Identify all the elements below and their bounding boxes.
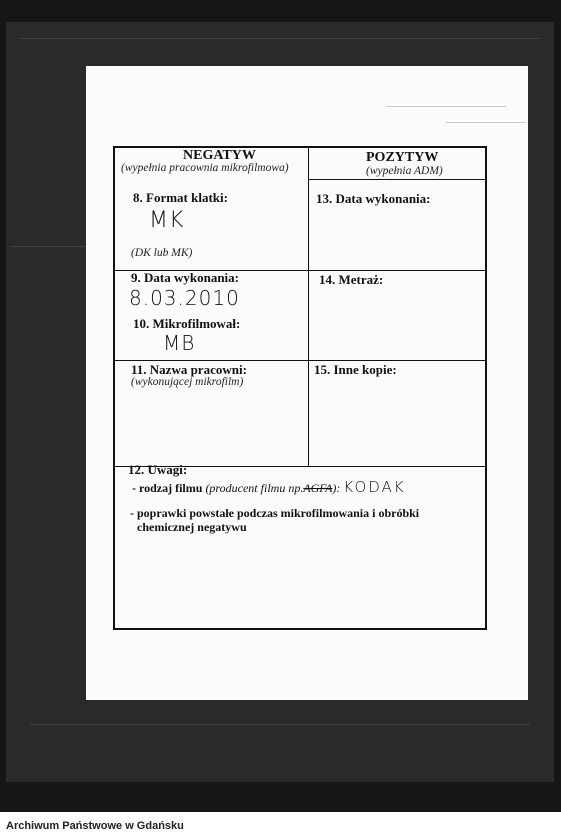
poprawki-line-2: chemicznej negatywu bbox=[137, 520, 247, 534]
pozytyw-note: (wypełnia ADM) bbox=[366, 165, 443, 177]
negatyw-heading: NEGATYW bbox=[183, 148, 256, 163]
archive-footer: Archiwum Państwowe w Gdańsku bbox=[6, 820, 184, 832]
mikrofilmowal-value: MB bbox=[163, 331, 196, 355]
data-wykonania-negatyw-value: 8.03.2010 bbox=[129, 286, 240, 310]
rodzaj-filmu-hint: (producent filmu np. bbox=[205, 481, 304, 495]
nazwa-pracowni-hint: (wykonującej mikrofilm) bbox=[131, 376, 244, 388]
rodzaj-filmu-label: - rodzaj filmu bbox=[132, 481, 203, 495]
format-klatki-label: 8. Format klatki: bbox=[133, 190, 228, 205]
metraz-label: 14. Metraż: bbox=[319, 272, 384, 287]
inne-kopie-label: 15. Inne kopie: bbox=[314, 362, 397, 377]
uwagi-label: 12. Uwagi: bbox=[128, 462, 188, 477]
pozytyw-heading: POZYTYW bbox=[366, 150, 439, 165]
rodzaj-filmu-value: KODAK bbox=[343, 478, 406, 496]
format-klatki-hint: (DK lub MK) bbox=[131, 247, 193, 259]
negatyw-note: (wypełnia pracownia mikrofilmowa) bbox=[121, 162, 289, 174]
poprawki-line-1: - poprawki powstałe podczas mikrofilmowania i obróbki bbox=[130, 506, 420, 520]
rodzaj-filmu-struck: AGFA bbox=[303, 481, 333, 495]
data-wykonania-pozytyw-label: 13. Data wykonania: bbox=[316, 191, 431, 206]
rodzaj-filmu-line bbox=[132, 478, 406, 496]
microfilm-form bbox=[113, 146, 487, 630]
mikrofilmowal-label: 10. Mikrofilmował: bbox=[133, 316, 241, 331]
data-wykonania-negatyw-label: 9. Data wykonania: bbox=[131, 270, 239, 285]
row-rule-2 bbox=[115, 360, 485, 361]
rodzaj-filmu-hint-end: ): bbox=[332, 481, 341, 495]
pozytyw-header-rule bbox=[308, 179, 485, 180]
column-divider bbox=[308, 148, 309, 466]
nazwa-pracowni-label: 11. Nazwa pracowni: bbox=[131, 362, 247, 377]
format-klatki-value: MK bbox=[149, 208, 185, 233]
